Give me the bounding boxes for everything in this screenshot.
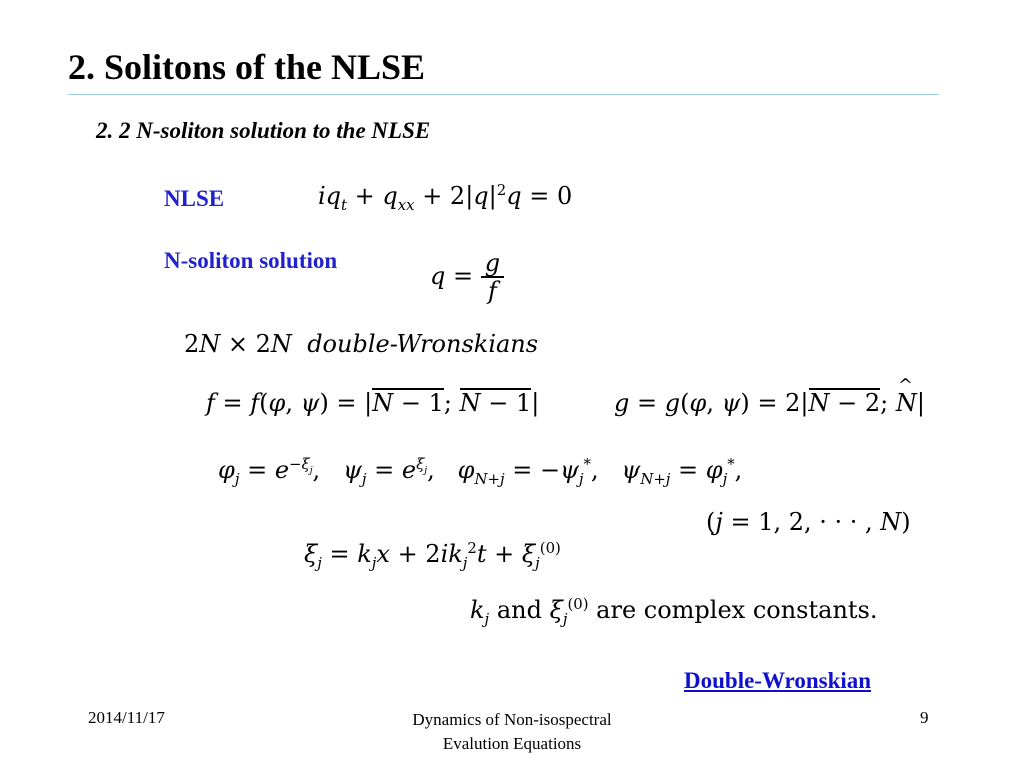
slide-title: 2. Solitons of the NLSE <box>68 47 426 87</box>
double-wronskian-caption: 2N × 2N double-Wronskians <box>184 330 539 358</box>
dw-caption-text: double-Wronskians <box>307 330 539 358</box>
section-subtitle: 2. 2 N-soliton solution to the NLSE <box>96 118 431 143</box>
footer-title-line2: Evalution Equations <box>442 734 582 753</box>
g-equation: g = g(φ, ψ) = 2|N − 2; ^ N| <box>614 388 925 417</box>
footer-title-line1: Dynamics of Non-isospectral <box>412 710 612 729</box>
nlse-label: NLSE <box>164 186 225 211</box>
footer-date: 2014/11/17 <box>88 708 165 727</box>
page-number: 9 <box>920 708 929 727</box>
xi-equation: $\xi_j = k_jx + 2ik_j^2t + \xi_j^{(0)}$ <box>304 539 561 572</box>
nlse-equation: $iq_t + q_{xx} + 2|q|^2q = 0$ <box>318 181 573 214</box>
nsoliton-label: N-soliton solution <box>164 248 338 273</box>
complex-note-text: are complex constants. <box>596 596 878 624</box>
footer-title <box>380 708 644 756</box>
and-word: and <box>496 596 542 624</box>
phi-psi-equations: $\varphi_j = e^{-\xi_j}$, $\psi_j = e^{\xi_j}$, $\varphi_{N+j} = -\psi_j^*$, $\psi_{N+j} = \varphi_j^*$, <box>218 455 743 488</box>
j-range: (j = 1, 2, · · · , N) <box>706 508 911 536</box>
q-fraction-equation: q = $\frac{g}{f}$ <box>430 250 504 305</box>
f-equation: f = f(φ, ψ) = |N − 1; N − 1| <box>206 389 540 417</box>
title-divider <box>68 94 939 95</box>
complex-constants-note: $k_j$ and $\xi_j^{(0)}$ are complex constants. <box>470 595 878 628</box>
double-wronskian-link[interactable]: Double-Wronskian <box>684 668 872 693</box>
